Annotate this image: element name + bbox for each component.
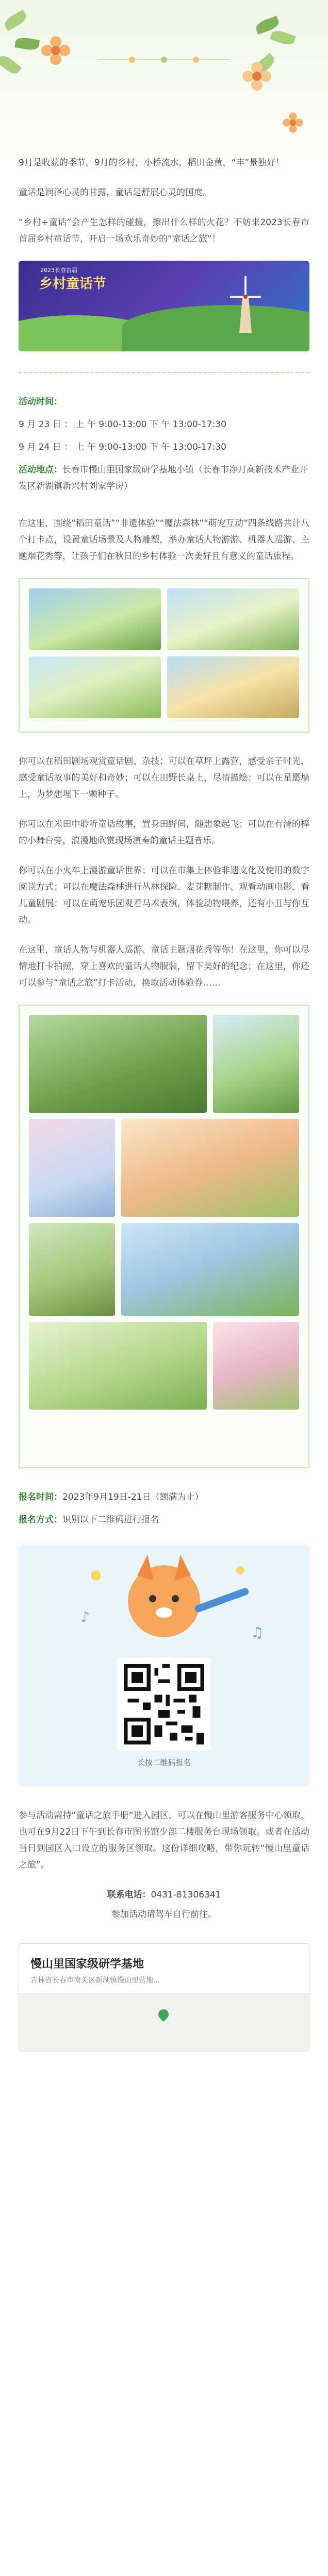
contact-phone: 联系电话：0431-81306341 bbox=[107, 1890, 221, 1900]
photo-collage-top bbox=[19, 578, 309, 733]
svg-text:♪: ♪ bbox=[80, 1608, 90, 1625]
activity-place: 活动地点：长春市慢山里国家级研学基地小镇（长春市净月高新技术产业开发区新湖镇新兴村刘家学房） bbox=[19, 465, 308, 492]
activity-time-label: 活动时间： bbox=[19, 397, 62, 407]
poster-subtitle: 2023长春首届 bbox=[40, 267, 77, 274]
photo-garden bbox=[29, 1322, 207, 1410]
location-title: 慢山里国家级研学基地 bbox=[30, 1958, 144, 1971]
photo-forest-walk bbox=[29, 1015, 207, 1113]
story-paragraph-5: 在这里，童话人物与机器人巡游、童话主题烟花秀等你！在这里，你可以尽情地打卡拍照，穿上喜欢的童话人物服装，留下美好的纪念；在这里，你还可以参与“童话之旅”打卡活动，换取活动体验券…… bbox=[19, 945, 309, 988]
festival-poster-image bbox=[19, 261, 309, 351]
location-address: 吉林省长春市南关区新湖镇慢山里营地... bbox=[30, 1976, 160, 1985]
photo-countryside bbox=[167, 588, 299, 650]
photo-tents bbox=[213, 1015, 299, 1113]
registration-qr-code[interactable] bbox=[118, 1658, 210, 1751]
activity-time-day2: 9 月 24 日 ： 上 午 9:00-13:00 下 午 13:00-17:30 bbox=[19, 442, 226, 452]
registration-method: 报名方式：识别以下二维码进行报名 bbox=[19, 1515, 159, 1525]
driving-note: 参加活动请驾车自行前往。 bbox=[111, 1909, 217, 1920]
registration-time: 报名时间：2023年9月19日-21日（额满为止） bbox=[19, 1492, 204, 1502]
header-ornament bbox=[98, 21, 230, 98]
activity-time-day1: 9 月 23 日 ： 上 午 9:00-13:00 下 午 13:00-17:30 bbox=[19, 419, 226, 430]
story-paragraph-2: 你可以在稻田剧场观赏童话剧、杂技；可以在草坪上露营，感受亲子时光，感受童话故事的美好和奇妙；可以在田野长桌上，尽情描绘；可以在星愿墙上，为梦想埋下一颗种子。 bbox=[19, 756, 309, 800]
intro-paragraph-1: 9月是收获的季节，9月的乡村，小桥流水，稻田金黄，“丰”景独好！ bbox=[19, 158, 285, 168]
leaf-sprig-right-icon bbox=[248, 0, 328, 72]
photo-collage-large bbox=[19, 1005, 309, 1468]
closing-paragraph: 参与活动需持“童话之旅手册”进入园区，可以在慢山里游客服务中心领取，也可在9月22日下午到长春市图书馆少部二楼服务台现场领取。或者在活动当日到园区入口设立的服务区领取。这份详细攻略，带你玩转“慢山里童话之旅”。 bbox=[19, 1810, 309, 1870]
qr-caption: 长按二维码报名 bbox=[137, 1758, 191, 1767]
svg-text:♫: ♫ bbox=[251, 1624, 264, 1641]
map-pin-icon bbox=[156, 2007, 171, 2022]
registration-qr-card bbox=[19, 1545, 309, 1787]
header-banner bbox=[0, 0, 328, 155]
location-map[interactable] bbox=[19, 1993, 309, 2051]
story-paragraph-4: 你可以在小火车上漫游童话世界；可以在市集上体验非遗文化及使用的数字阅读方式；可以在魔法森林进行丛林探险、麦芽糖制作、观看动画电影、看儿童剧展；可以在萌宠乐园观看马术表演，体验动物喂养，还有小丑与你互动。 bbox=[19, 866, 309, 925]
guitar-fox-illustration-icon bbox=[19, 1545, 309, 1658]
photo-wooden-sign bbox=[29, 1223, 115, 1316]
photo-flowers bbox=[213, 1322, 299, 1410]
flower-left-icon bbox=[41, 36, 70, 65]
story-paragraph-3: 你可以在米田中聆听童话故事，置身田野间，随想象起飞；可以在有滑的棒的小舞台旁，浪漫地欣赏现场演奏的童话主题音乐。 bbox=[19, 819, 309, 846]
photo-flags bbox=[167, 656, 299, 718]
flower-small-icon bbox=[283, 112, 303, 132]
windmill-icon bbox=[230, 276, 261, 333]
photo-characters bbox=[121, 1119, 299, 1217]
photo-path bbox=[29, 656, 161, 718]
location-card[interactable] bbox=[19, 1943, 309, 2052]
intro-paragraph-3: “乡村+童话”会产生怎样的碰撞，擦出什么样的火花？不妨来2023长春市首届乡村童话节，开启一场欢乐奇妙的“童话之旅”！ bbox=[19, 217, 309, 244]
intro-paragraph-2: 童话是润泽心灵的甘露，童话是舒展心灵的国度。 bbox=[19, 188, 211, 198]
photo-stage bbox=[121, 1223, 299, 1316]
photo-children-field bbox=[29, 588, 161, 650]
flower-right-icon bbox=[242, 62, 271, 91]
poster-title: 乡村童话节 bbox=[39, 276, 107, 292]
story-paragraph-1: 在这里，围绕“稻田童话”“非遗体验”“魔法森林”“萌宠互动”四条线路共计八个打卡点，设置童话场景及人物雕塑，举办童话人物游游、机器人巡游、主题烟花秀等，让孩子们在秋日的乡村体验一次美好且有意义的童话旅程。 bbox=[19, 518, 309, 562]
section-divider bbox=[19, 372, 309, 373]
photo-bunny-mascot bbox=[29, 1119, 115, 1217]
article-body bbox=[0, 155, 328, 2052]
